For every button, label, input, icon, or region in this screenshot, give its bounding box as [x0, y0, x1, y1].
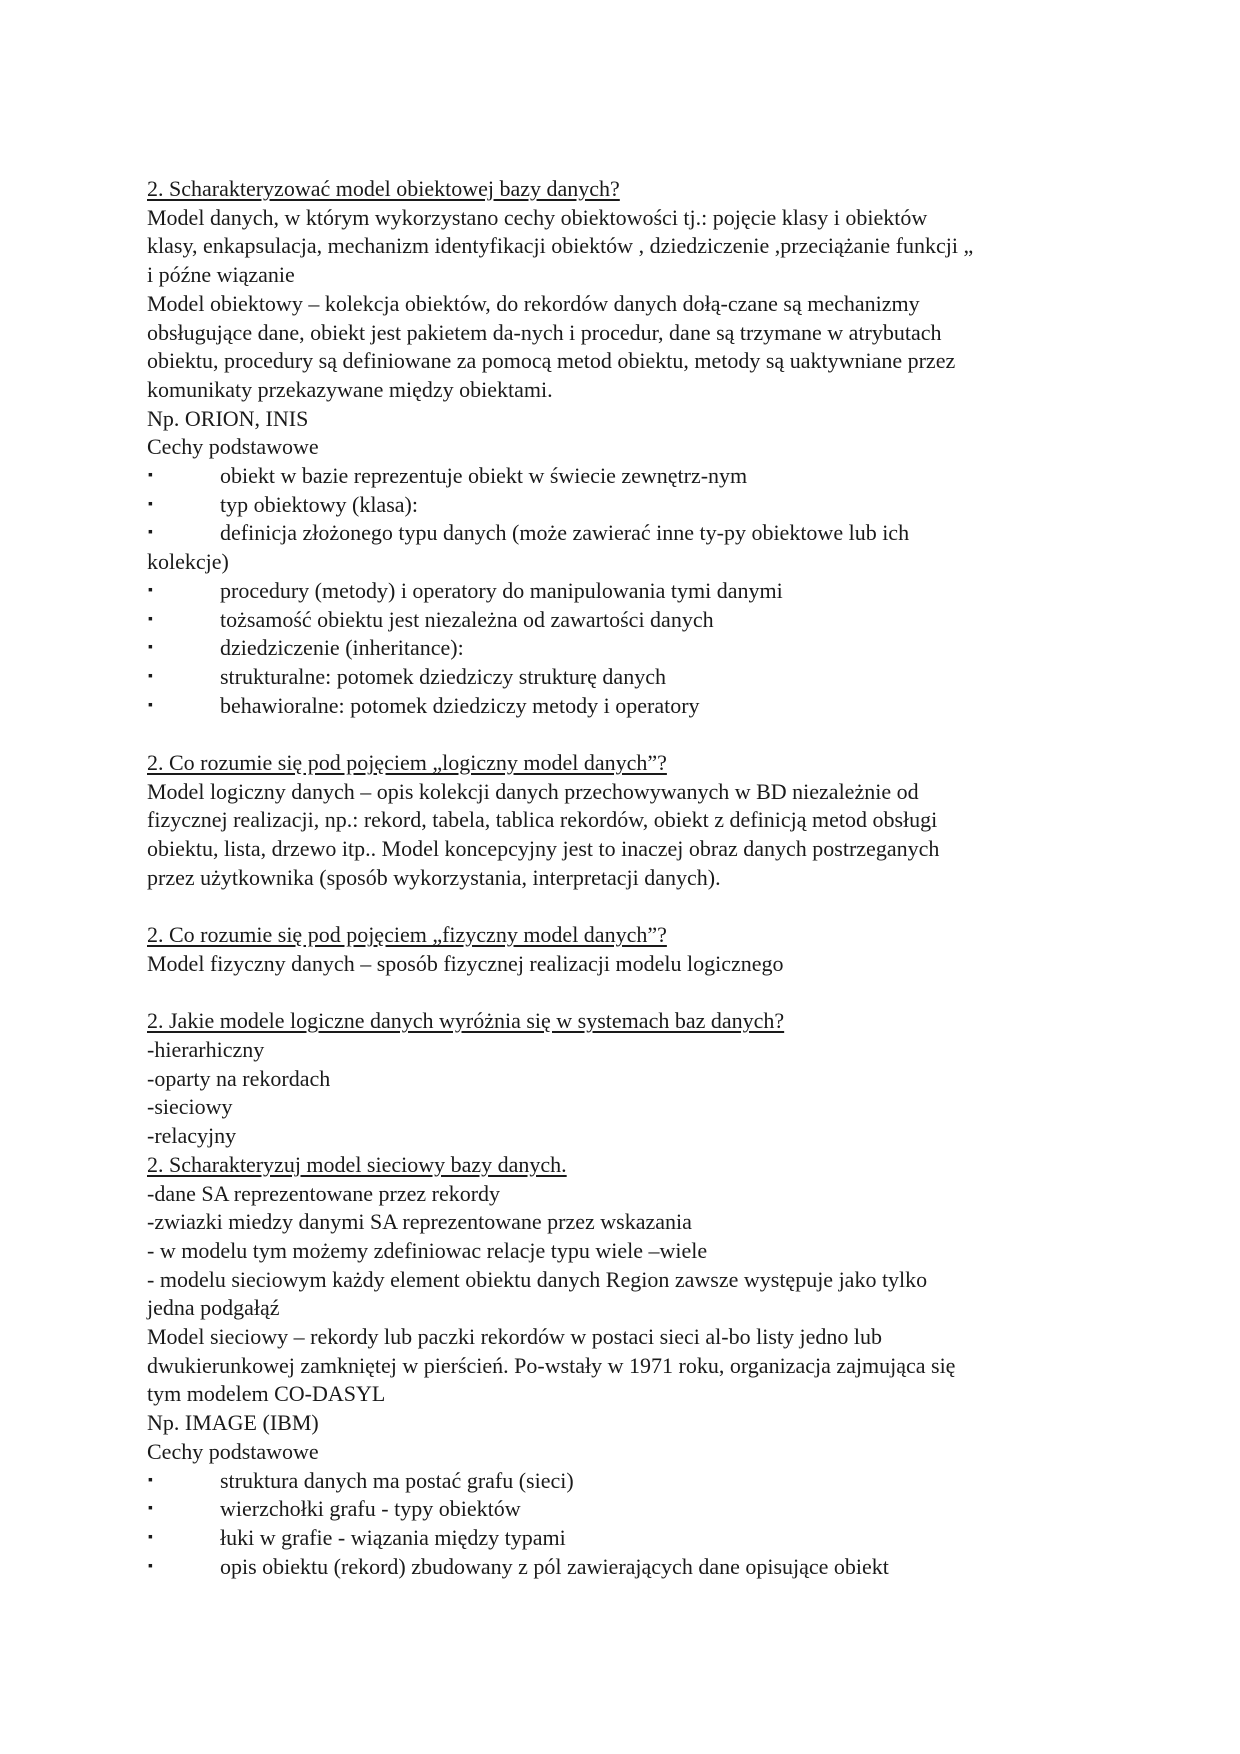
bullet-text: procedury (metody) i operatory do manipulowania tymi danymi	[220, 577, 783, 603]
document-page	[147, 175, 1107, 1581]
example-line: Np. IMAGE (IBM)	[147, 1410, 319, 1436]
bullet-icon: ▪	[148, 1472, 153, 1488]
paragraph-line: i późne wiązanie	[147, 262, 295, 288]
paragraph-line: komunikaty przekazywane między obiektami.	[147, 376, 553, 402]
paragraph-line: Model obiektowy – kolekcja obiektów, do rekordów danych dołą-czane są mechanizmy	[147, 290, 920, 316]
bullet-text: behawioralne: potomek dziedziczy metody i operatory	[220, 692, 700, 718]
bullet-item	[147, 634, 1107, 663]
bullet-item	[147, 519, 1107, 548]
paragraph-line: tym modelem CO-DASYL	[147, 1381, 386, 1407]
paragraph-line: Model fizyczny danych – sposób fizycznej realizacji modelu logicznego	[147, 950, 784, 976]
example-line: Np. ORION, INIS	[147, 405, 309, 431]
bullet-text: typ obiektowy (klasa):	[220, 491, 418, 517]
bullet-icon: ▪	[148, 1530, 153, 1545]
bullet-text: wierzchołki grafu - typy obiektów	[220, 1496, 521, 1522]
features-title: Cechy podstawowe	[147, 1438, 319, 1464]
bullet-item	[147, 1553, 1107, 1582]
list-item: -zwiazki miedzy danymi SA reprezentowane przez wskazania	[147, 1209, 692, 1235]
bullet-continuation: kolekcje)	[147, 549, 229, 575]
section-heading: 2. Co rozumie się pod pojęciem „fizyczny model danych”?	[147, 922, 667, 948]
bullet-icon: ▪	[148, 468, 153, 484]
bullet-text: strukturalne: potomek dziedziczy strukturę danych	[220, 663, 666, 689]
paragraph-line: Model sieciowy – rekordy lub paczki rekordów w postaci sieci al-bo listy jedno lub	[147, 1324, 882, 1350]
paragraph-line: dwukierunkowej zamkniętej w pierścień. Po-wstały w 1971 roku, organizacja zajmująca się	[147, 1352, 956, 1378]
bullet-icon: ▪	[148, 525, 153, 541]
bullet-text: dziedziczenie (inheritance):	[220, 635, 464, 661]
bullet-icon: ▪	[148, 697, 153, 713]
paragraph-line: klasy, enkapsulacja, mechanizm identyfikacji obiektów , dziedziczenie ,przeciążanie funkcji „	[147, 233, 974, 259]
paragraph-line: obiektu, procedury są definiowane za pomocą metod obiektu, metody są uaktywniane przez	[147, 348, 956, 374]
paragraph-line: Model logiczny danych – opis kolekcji danych przechowywanych w BD niezależnie od	[147, 778, 919, 804]
bullet-item	[147, 1467, 1107, 1496]
bullet-item	[147, 606, 1107, 635]
paragraph-line: Model danych, w którym wykorzystano cechy obiektowości tj.: pojęcie klasy i obiektów	[147, 204, 928, 230]
list-item-continuation: jedna podgałąź	[147, 1295, 280, 1321]
bullet-icon: ▪	[148, 1558, 153, 1574]
bullet-item	[147, 491, 1107, 520]
paragraph-line: fizycznej realizacji, np.: rekord, tabela, tablica rekordów, obiekt z definicją metod obsługi	[147, 807, 938, 833]
bullet-item	[147, 663, 1107, 692]
bullet-icon: ▪	[148, 582, 153, 598]
list-item: -dane SA reprezentowane przez rekordy	[147, 1180, 501, 1206]
spacer	[147, 893, 1107, 922]
list-item: -relacyjny	[147, 1123, 237, 1149]
bullet-icon: ▪	[148, 1501, 153, 1517]
paragraph-line: przez użytkownika (sposób wykorzystania, interpretacji danych).	[147, 864, 721, 890]
bullet-icon: ▪	[148, 611, 153, 627]
bullet-icon: ▪	[148, 496, 153, 512]
paragraph-line: obsługujące dane, obiekt jest pakietem da-nych i procedur, dane są trzymane w atrybutach	[147, 319, 942, 345]
section-heading: 2. Jakie modele logiczne danych wyróżnia się w systemach baz danych?	[147, 1008, 785, 1034]
bullet-text: tożsamość obiektu jest niezależna od zawartości danych	[220, 606, 714, 632]
bullet-text: obiekt w bazie reprezentuje obiekt w świecie zewnętrz-nym	[220, 463, 748, 489]
spacer	[147, 720, 1107, 749]
bullet-text: struktura danych ma postać grafu (sieci)	[220, 1467, 574, 1493]
list-item: -sieciowy	[147, 1094, 233, 1120]
bullet-text: definicja złożonego typu danych (może zawierać inne ty-py obiektowe lub ich	[220, 520, 910, 546]
bullet-text: łuki w grafie - wiązania między typami	[220, 1525, 566, 1550]
bullet-text: opis obiektu (rekord) zbudowany z pól zawierających dane opisujące obiekt	[220, 1553, 889, 1579]
features-title: Cechy podstawowe	[147, 434, 319, 460]
section-heading: 2. Scharakteryzować model obiektowej bazy danych?	[147, 176, 620, 201]
list-item: -hierarhiczny	[147, 1037, 265, 1063]
section-heading: 2. Co rozumie się pod pojęciem „logiczny model danych”?	[147, 750, 667, 776]
list-item: -oparty na rekordach	[147, 1065, 331, 1091]
list-item: - w modelu tym możemy zdefiniowac relacje typu wiele –wiele	[147, 1237, 708, 1263]
bullet-icon: ▪	[148, 668, 153, 684]
bullet-item	[147, 462, 1107, 491]
paragraph-line: obiektu, lista, drzewo itp.. Model koncepcyjny jest to inaczej obraz danych postrzeganych	[147, 836, 940, 862]
bullet-item	[147, 577, 1107, 606]
bullet-icon: ▪	[148, 640, 153, 656]
list-item: - modelu sieciowym każdy element obiektu danych Region zawsze występuje jako tylko	[147, 1266, 928, 1292]
bullet-item	[147, 692, 1107, 721]
spacer	[147, 979, 1107, 1008]
bullet-item	[147, 1495, 1107, 1524]
section-heading: 2. Scharakteryzuj model sieciowy bazy danych.	[147, 1151, 567, 1177]
bullet-item	[147, 1524, 1107, 1553]
